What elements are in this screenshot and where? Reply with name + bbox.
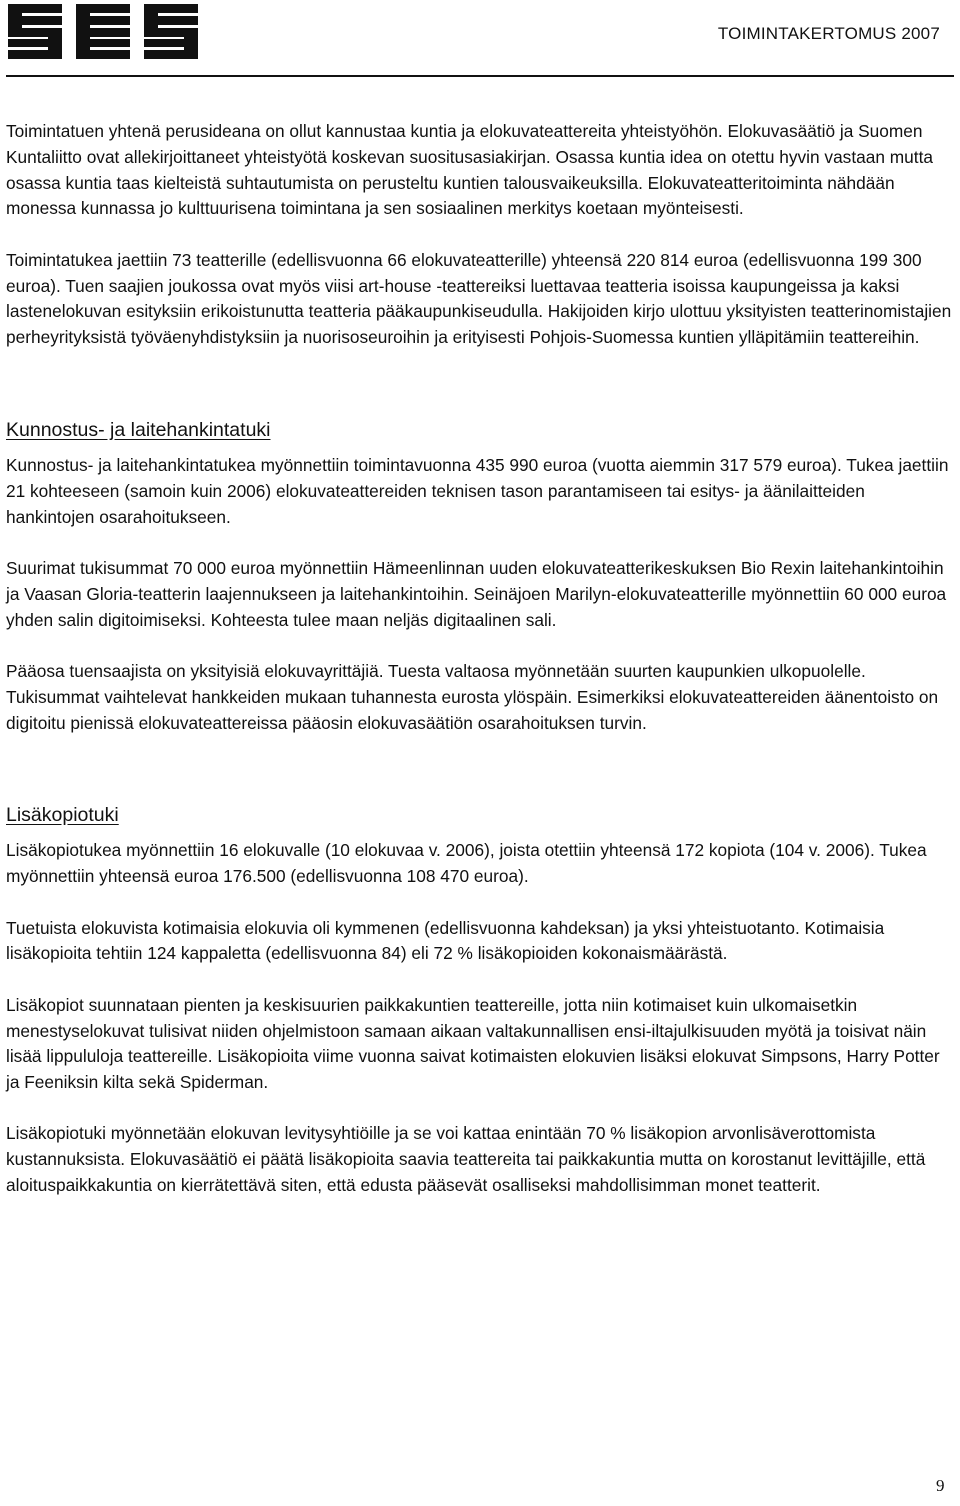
copies-paragraph-3: Lisäkopiot suunnataan pienten ja keskisuurien paikkakuntien teattereille, jotta niin kotimaiset kuin ulkomaisetkin menestyselokuvat tulisivat niiden ohjelmistoon samaan aikaan valtakunnallisen ensi-iltajulkisuuden myötä ja toisivat näin lisää lippululoja teattereille. Lisäkopioita viime vuonna saivat kotimaisten elokuvien lisäksi elokuvat Simpsons, Harry Potter ja Feeniksin kilta sekä Spiderman. bbox=[6, 994, 940, 1093]
ses-logo bbox=[6, 2, 206, 77]
page-header bbox=[0, 0, 960, 80]
renovation-paragraph-2: Suurimat tukisummat 70 000 euroa myönnettiin Hämeenlinnan uuden elokuvateatterikeskuksen Bio Rexin laitehankintoihin ja Vaasan Gloria-teatterin laajennukseen ja laitehankintoihin. Seinäjoen Marilyn-elokuvateatterille myönnettiin 60 000 euroa yhden salin digitoimiseksi. Kohteesta tulee maan neljäs digitaalinen sali. bbox=[6, 557, 947, 630]
page-number: 9 bbox=[936, 1476, 945, 1495]
intro-paragraph-1: Toimintatuen yhtenä perusideana on ollut kannustaa kuntia ja elokuvateattereita yhteistyöhön. Elokuvasäätiö ja Suomen Kuntaliitto ovat allekirjoittaneet yhteistyötä koskevan suositusasiakirjan. Osassa kuntia idea on otettu hyvin vastaan mutta osassa kuntia taas kielteistä suhtautumista on perusteltu kuntien talousvaikeuksilla. Elokuvateatteritoiminta nähdään monessa kunnassa jo kulttuurisena toimintana ja sen sosiaalinen merkitys koetaan myönteisesti. bbox=[6, 121, 933, 219]
report-title: TOIMINTAKERTOMUS 2007 bbox=[717, 24, 940, 43]
copies-paragraph-2: Tuetuista elokuvista kotimaisia elokuvia oli kymmenen (edellisvuonna kahdeksan) ja yksi yhteistuotanto. Kotimaisia lisäkopioita tehtiin 124 kappaletta (edellisvuonna 84) eli 72 % lisäkopioiden kokonaismäärästä. bbox=[6, 917, 885, 964]
header-divider bbox=[6, 75, 954, 77]
section-heading-copies: Lisäkopiotuki bbox=[6, 804, 119, 827]
section-heading-renovation: Kunnostus- ja laitehankintatuki bbox=[6, 418, 271, 441]
renovation-paragraph-3: Pääosa tuensaajista on yksityisiä elokuvayrittäjiä. Tuesta valtaosa myönnetään suurten kaupunkien ulkopuolelle. Tukisummat vaihtelevat hankkeiden mukaan tuhannesta eurosta ylöspäin. Esimerkiksi elokuvateattereiden äänentoisto on digitoitu pienissä elokuvateattereissa pääosin elokuvasäätiön osarahoituksen turvin. bbox=[6, 660, 939, 733]
copies-paragraph-1: Lisäkopiotukea myönnettiin 16 elokuvalle (10 elokuvaa v. 2006), joista otettiin yhteensä 172 kopiota (104 v. 2006). Tukea myönnettiin yhteensä euroa 176.500 (edellisvuonna 108 470 euroa). bbox=[6, 840, 927, 887]
intro-paragraph-2: Toimintatukea jaettiin 73 teatterille (edellisvuonna 66 elokuvateatterille) yhteensä 220 814 euroa (edellisvuonna 199 300 euroa). Tuen saajien joukossa ovat myös viisi art-house -teattereiksi luettavaa teatteria isoissa kaupungeissa ja kaksi lastenelokuvan esityksiin erikoistunutta teatteria pääkaupunkiseudulla. Hakijoiden kirjo ulottuu yksityisten teatterinomistajien perheyrityksistä työväenyhdistyksiin ja nuorisoseuroihin ja erityisesti Pohjois-Suomessa kuntien ylläpitämiin teattereihin. bbox=[6, 249, 952, 348]
document-body bbox=[6, 119, 954, 1199]
copies-paragraph-4: Lisäkopiotuki myönnetään elokuvan levitysyhtiöille ja se voi kattaa enintään 70 % lisäkopion arvonlisäverottomista kustannuksista. Elokuvasäätiö ei päätä lisäkopioita saavia teattereita tai paikkakuntia mutta on korostanut levittäjille, että aloituspaikkakuntia on kierrätettävä siten, että edusta pääsevät osalliseksi mahdollisimman monet teatterit. bbox=[6, 1123, 926, 1196]
ses-logo-graphic bbox=[6, 2, 206, 72]
renovation-paragraph-1: Kunnostus- ja laitehankintatukea myönnettiin toimintavuonna 435 990 euroa (vuotta aiemmin 317 579 euroa). Tukea jaettiin 21 kohteeseen (samoin kuin 2006) elokuvateattereiden teknisen tason parantamiseen tai esitys- ja äänilaitteiden hankintojen osarahoitukseen. bbox=[6, 454, 949, 527]
